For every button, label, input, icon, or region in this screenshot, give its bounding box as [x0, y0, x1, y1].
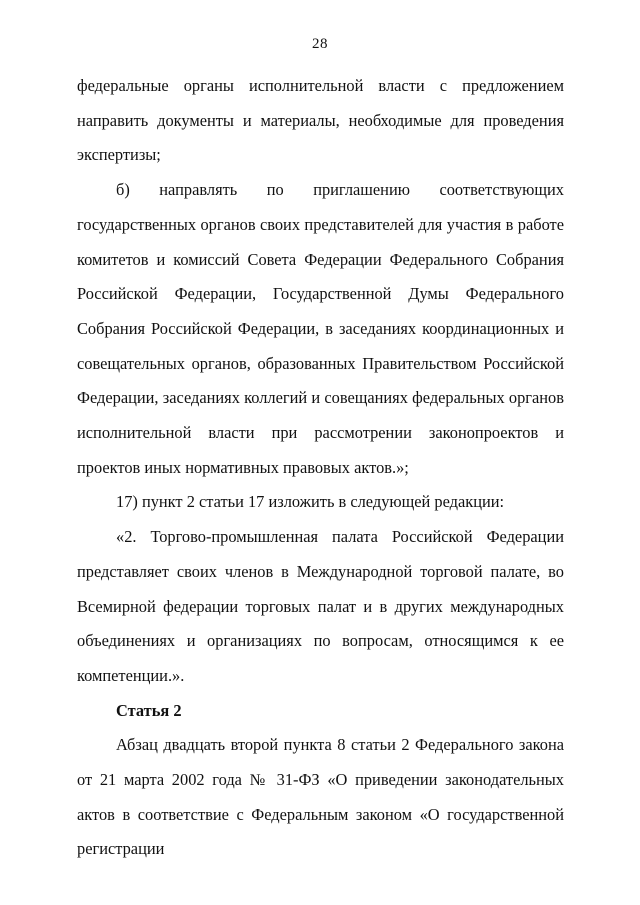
paragraph-quoted-point-2: «2. Торгово-промышленная палата Российской Федерации представляет своих членов в Международной торговой палате, во Всемирной федерации торговых палат и в других международных объединениях и организациях по вопросам, относящимся к ее компетенции.».	[77, 527, 564, 685]
paragraph-item-17: 17) пункт 2 статьи 17 изложить в следующей редакции:	[116, 492, 505, 512]
document-body	[77, 69, 564, 867]
paragraph-continuation: федеральные органы исполнительной власти с предложением направить документы и материалы, необходимые для проведения экспертизы;	[77, 76, 564, 165]
page-number: 28	[312, 36, 328, 52]
article-heading: Статья 2	[116, 700, 182, 720]
paragraph-item-b: б) направлять по приглашению соответствующих государственных органов своих представителей для участия в работе комитетов и комиссий Совета Федерации Федерального Собрания Российской Федерации, Государственной Думы Федерального Собрания Российской Федерации, в заседаниях координационных и совещательных органов, образованных Правительством Российской Федерации, заседаниях коллегий и совещаниях федеральных органов исполнительной власти при рассмотрении законопроектов и проектов иных нормативных правовых актов.»;	[77, 180, 564, 477]
article-2-paragraph: Абзац двадцать второй пункта 8 статьи 2 Федерального закона от 21 марта 2002 года № 31-ФЗ «О приведении законодательных актов в соответствие с Федеральным законом «О государственной регистрации	[77, 735, 564, 859]
